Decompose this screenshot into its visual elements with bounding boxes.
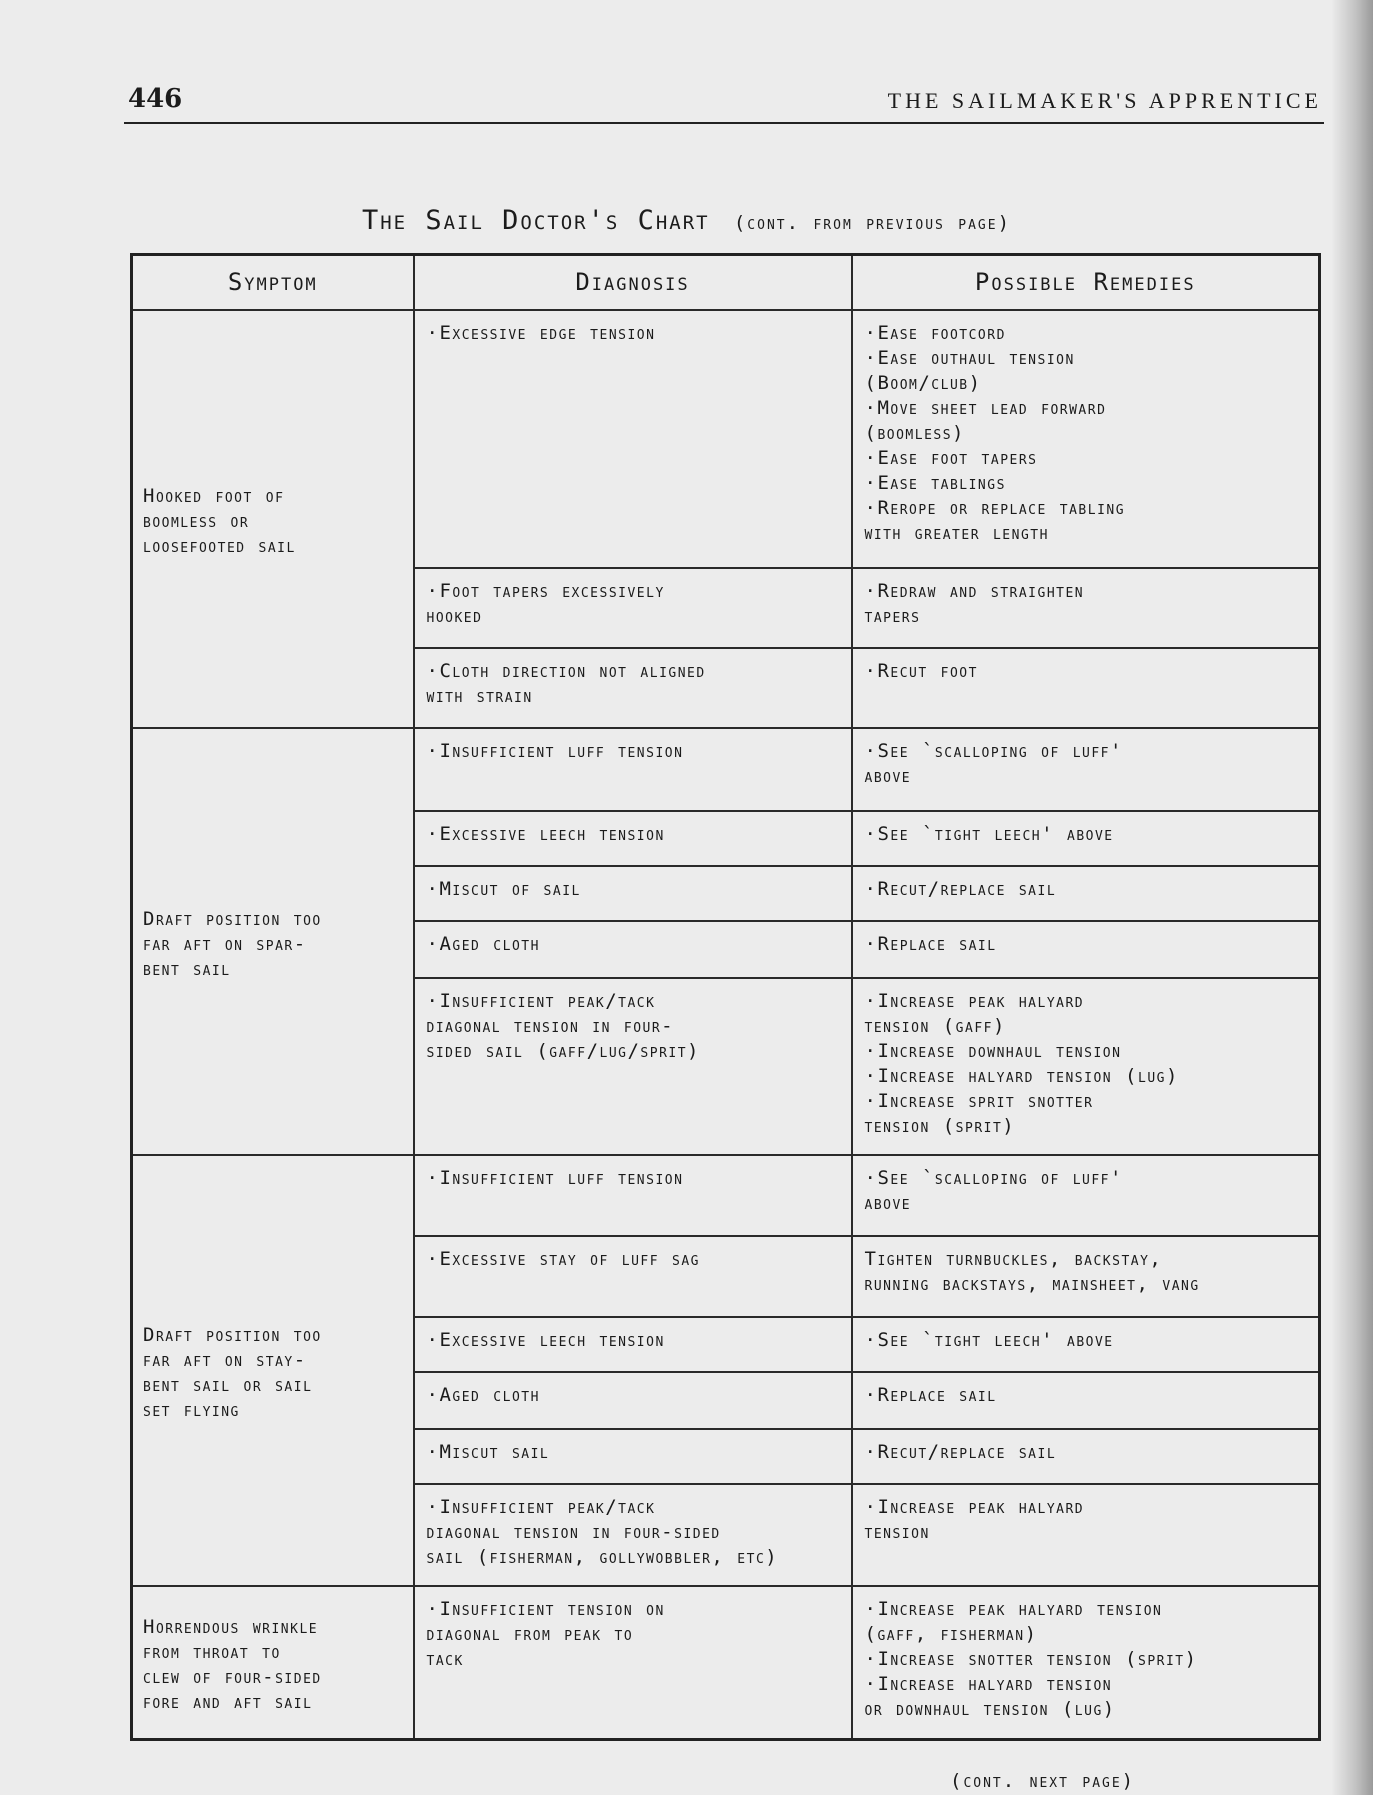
column-header-symptom: Symptom (132, 255, 414, 310)
diagnosis-cell: ·Insufficient luff tension (414, 728, 852, 811)
remedies-cell: ·Recut/replace sail (852, 866, 1320, 921)
remedies-cell: ·Increase peak halyard tension (gaff) ·Increase downhaul tension ·Increase halyard tension (lug) ·Increase sprit snotter tension (sprit) (852, 978, 1320, 1155)
diagnosis-cell: ·Miscut of sail (414, 866, 852, 921)
running-head: THE SAILMAKER'S APPRENTICE (887, 88, 1322, 113)
diagnosis-cell: ·Miscut sail (414, 1429, 852, 1484)
diagnosis-cell: ·Cloth direction not aligned with strain (414, 648, 852, 728)
diagnosis-cell: ·Insufficient luff tension (414, 1155, 852, 1236)
table-row (132, 310, 1320, 568)
diagnosis-cell: ·Excessive stay of luff sag (414, 1236, 852, 1317)
remedies-cell: ·Recut/replace sail (852, 1429, 1320, 1484)
symptom-cell: Draft position too far aft on spar- bent sail (132, 728, 414, 1155)
diagnosis-cell: ·Insufficient tension on diagonal from peak to tack (414, 1586, 852, 1740)
table-row (132, 1586, 1320, 1740)
diagnosis-cell: ·Foot tapers excessively hooked (414, 568, 852, 648)
symptom-cell: Draft position too far aft on stay- bent sail or sail set flying (132, 1155, 414, 1586)
sail-doctor-table (130, 253, 1321, 1741)
diagnosis-cell: ·Insufficient peak/tack diagonal tension in four-sided sail (fisherman, gollywobbler, etc) (414, 1484, 852, 1586)
diagnosis-cell: ·Insufficient peak/tack diagonal tension in four- sided sail (gaff/lug/sprit) (414, 978, 852, 1155)
header-rule (124, 122, 1324, 124)
continued-from-note: (cont. from previous page) (733, 212, 1012, 234)
diagnosis-cell: ·Aged cloth (414, 1372, 852, 1429)
symptom-cell: Hooked foot of boomless or loosefooted sail (132, 310, 414, 728)
remedies-cell: ·See `tight leech' above (852, 811, 1320, 866)
chart-title-line (0, 205, 1373, 236)
remedies-cell: ·Replace sail (852, 1372, 1320, 1429)
table-row (132, 1155, 1320, 1236)
table-header-row (132, 255, 1320, 310)
remedies-cell: ·See `scalloping of luff' above (852, 728, 1320, 811)
column-header-remedies: Possible Remedies (852, 255, 1320, 310)
continued-next-note: (cont. next page) (950, 1770, 1136, 1792)
remedies-cell: ·Recut foot (852, 648, 1320, 728)
remedies-cell: ·See `scalloping of luff' above (852, 1155, 1320, 1236)
page-number: 446 (128, 84, 183, 114)
diagnosis-cell: ·Excessive edge tension (414, 310, 852, 568)
column-header-diagnosis: Diagnosis (414, 255, 852, 310)
symptom-cell: Horrendous wrinkle from throat to clew of four-sided fore and aft sail (132, 1586, 414, 1740)
remedies-cell: ·Ease footcord ·Ease outhaul tension (Boom/club) ·Move sheet lead forward (boomless) ·Ease foot tapers ·Ease tablings ·Rerope or replace tabling with greater length (852, 310, 1320, 568)
diagnosis-cell: ·Excessive leech tension (414, 811, 852, 866)
chart-title: The Sail Doctor's Chart (361, 205, 710, 236)
table-row (132, 728, 1320, 811)
page-edge-shadow (1331, 0, 1373, 1795)
remedies-cell: ·Increase peak halyard tension (gaff, fisherman) ·Increase snotter tension (sprit) ·Increase halyard tension or downhaul tension (lug) (852, 1586, 1320, 1740)
remedies-cell: ·Redraw and straighten tapers (852, 568, 1320, 648)
diagnosis-cell: ·Excessive leech tension (414, 1317, 852, 1372)
diagnosis-cell: ·Aged cloth (414, 921, 852, 978)
remedies-cell: ·See `tight leech' above (852, 1317, 1320, 1372)
page-header (128, 80, 1322, 126)
remedies-cell: Tighten turnbuckles, backstay, running backstays, mainsheet, vang (852, 1236, 1320, 1317)
remedies-cell: ·Replace sail (852, 921, 1320, 978)
remedies-cell: ·Increase peak halyard tension (852, 1484, 1320, 1586)
